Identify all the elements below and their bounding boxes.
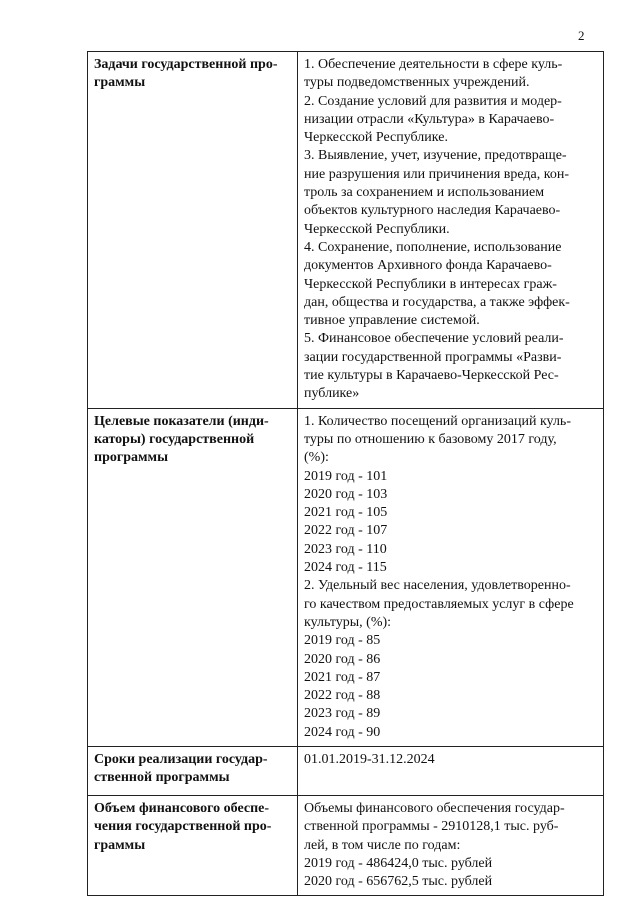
text-line: Сроки реализации государ- xyxy=(94,751,268,767)
text-line: 2019 год - 101 xyxy=(304,468,388,484)
value-cell-finance xyxy=(298,795,604,895)
text-line: дан, общества и государства, а также эффек- xyxy=(304,294,570,310)
text-line: лей, в том числе по годам: xyxy=(304,837,461,853)
text-line: 2021 год - 105 xyxy=(304,505,388,521)
text-line: Целевые показатели (инди- xyxy=(94,413,269,429)
table-row-indicators xyxy=(88,408,604,746)
text-line: 2024 год - 115 xyxy=(304,560,387,576)
text-line: культуры, (%): xyxy=(304,614,392,630)
text-line: 4. Сохранение, пополнение, использование xyxy=(304,239,562,255)
label-cell-terms xyxy=(88,746,298,795)
text-line: низации отрасли «Культура» в Карачаево- xyxy=(304,111,555,127)
text-line: 2019 год - 85 xyxy=(304,633,381,649)
text-line: 1. Обеспечение деятельности в сфере куль- xyxy=(304,57,563,72)
text-line: 2. Создание условий для развития и модер- xyxy=(304,93,562,109)
text-line: программы xyxy=(94,450,168,466)
text-line: 2023 год - 110 xyxy=(304,541,387,557)
table-row-finance xyxy=(88,795,604,895)
text-line: Черкесской Республики. xyxy=(304,221,450,237)
text-line: туры подведомственных учреждений. xyxy=(304,75,530,91)
text-line: 1. Количество посещений организаций куль- xyxy=(304,413,571,429)
label-cell-tasks xyxy=(88,52,298,409)
text-line: каторы) государственной xyxy=(94,431,255,447)
text-line: ственной программы - 2910128,1 тыс. руб- xyxy=(304,819,559,835)
text-line: документов Архивного фонда Карачаево- xyxy=(304,258,552,274)
text-line: Черкесской Республики в интересах граж- xyxy=(304,276,557,292)
text-line: 2019 год - 486424,0 тыс. рублей xyxy=(304,855,493,871)
text-line: граммы xyxy=(94,75,146,91)
value-cell-tasks xyxy=(298,52,604,409)
label-cell-finance xyxy=(88,795,298,895)
text-line: 2023 год - 89 xyxy=(304,706,381,722)
text-line: 2020 год - 656762,5 тыс. рублей xyxy=(304,874,493,890)
text-line: публике» xyxy=(304,386,360,402)
page-number: 2 xyxy=(578,28,585,43)
text-line: 2020 год - 103 xyxy=(304,486,388,502)
text-line: Объем финансового обеспе- xyxy=(94,800,270,816)
text-line: 2022 год - 107 xyxy=(304,523,388,539)
text-line: 2022 год - 88 xyxy=(304,688,381,704)
text-line: Задачи государственной про- xyxy=(94,57,278,72)
text-line: объектов культурного наследия Карачаево- xyxy=(304,203,561,219)
text-line: чения государственной про- xyxy=(94,819,272,835)
text-line: тивное управление системой. xyxy=(304,313,480,329)
text-line: (%): xyxy=(304,450,329,466)
text-line: 2021 год - 87 xyxy=(304,669,381,685)
text-line: ние разрушения или причинения вреда, кон- xyxy=(304,166,570,182)
text-line: го качеством предоставляемых услуг в сфере xyxy=(304,596,574,612)
text-line: ственной программы xyxy=(94,770,230,786)
text-line: граммы xyxy=(94,837,146,853)
text-line: Объемы финансового обеспечения государ- xyxy=(304,800,565,816)
text-line: Черкесской Республике. xyxy=(304,130,448,146)
table-row-tasks xyxy=(88,52,604,409)
text-line: тие культуры в Карачаево-Черкесской Рес- xyxy=(304,368,559,384)
text-line: 2. Удельный вес населения, удовлетворенно- xyxy=(304,578,571,594)
text-line: 5. Финансовое обеспечение условий реали- xyxy=(304,331,564,347)
label-cell-indicators xyxy=(88,408,298,746)
program-passport-table xyxy=(87,51,604,896)
value-cell-terms xyxy=(298,746,604,795)
text-line: туры по отношению к базовому 2017 году, xyxy=(304,431,557,447)
text-line: 2024 год - 90 xyxy=(304,724,381,740)
table-row-terms xyxy=(88,746,604,795)
text-line: 01.01.2019-31.12.2024 xyxy=(304,751,435,767)
text-line: троль за сохранением и использованием xyxy=(304,185,545,201)
text-line: 3. Выявление, учет, изучение, предотвраще- xyxy=(304,148,567,164)
text-line: зации государственной программы «Разви- xyxy=(304,349,562,365)
value-cell-indicators xyxy=(298,408,604,746)
text-line: 2020 год - 86 xyxy=(304,651,381,667)
